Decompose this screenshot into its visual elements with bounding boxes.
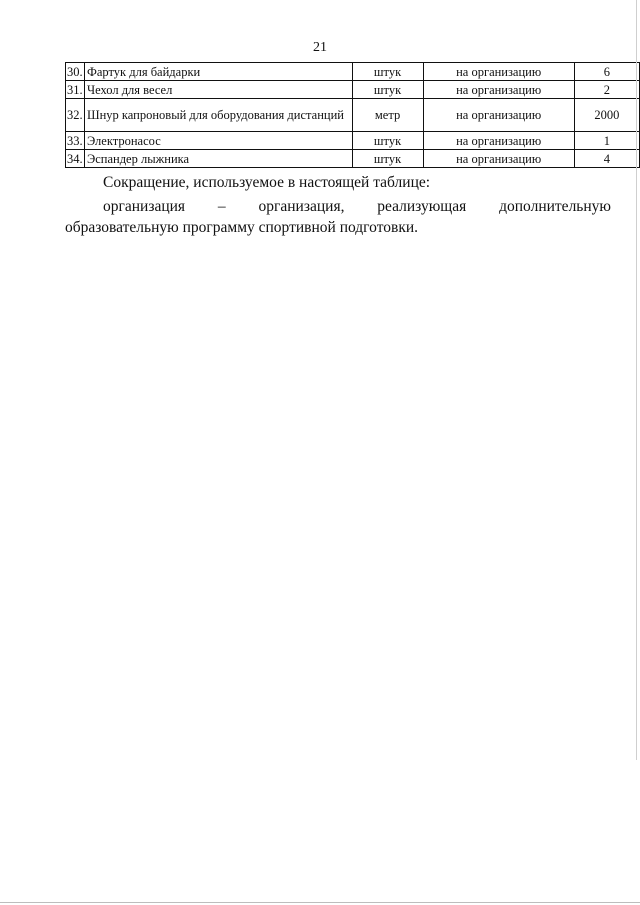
item-scope: на организацию	[423, 132, 574, 150]
item-name: Фартук для байдарки	[84, 63, 352, 81]
row-number: 31.	[67, 82, 83, 97]
item-scope: на организацию	[423, 81, 574, 99]
equipment-table-container	[65, 62, 640, 168]
row-number: 34.	[67, 151, 83, 166]
item-quantity: 2000	[574, 99, 639, 132]
item-scope: на организацию	[423, 63, 574, 81]
item-name: Шнур капроновый для оборудования дистанций	[84, 99, 352, 132]
table-row	[66, 132, 640, 150]
item-quantity: 6	[574, 63, 639, 81]
item-unit: метр	[352, 99, 423, 132]
abbreviation-heading: Сокращение, используемое в настоящей таблице:	[103, 174, 431, 191]
equipment-table	[65, 62, 640, 168]
table-row	[66, 81, 640, 99]
item-unit: штук	[352, 150, 423, 168]
table-row	[66, 63, 640, 81]
scan-edge-line	[636, 0, 637, 760]
item-quantity: 1	[574, 132, 639, 150]
item-quantity: 4	[574, 150, 639, 168]
row-number: 30.	[67, 64, 83, 79]
item-unit: штук	[352, 132, 423, 150]
item-name: Электронасос	[84, 132, 352, 150]
table-row	[66, 99, 640, 132]
row-number: 32.	[66, 99, 85, 132]
item-quantity: 2	[574, 81, 639, 99]
scan-edge-line	[0, 902, 640, 903]
table-row	[66, 150, 640, 168]
item-scope: на организацию	[423, 99, 574, 132]
row-number: 33.	[67, 133, 83, 148]
item-unit: штук	[352, 63, 423, 81]
item-name: Эспандер лыжника	[84, 150, 352, 168]
item-unit: штук	[352, 81, 423, 99]
item-name: Чехол для весел	[84, 81, 352, 99]
page-number: 21	[313, 40, 327, 55]
item-scope: на организацию	[423, 150, 574, 168]
abbreviation-definition: организация – организация, реализующая дополнительную образовательную программу спортивной подготовки.	[65, 198, 611, 236]
